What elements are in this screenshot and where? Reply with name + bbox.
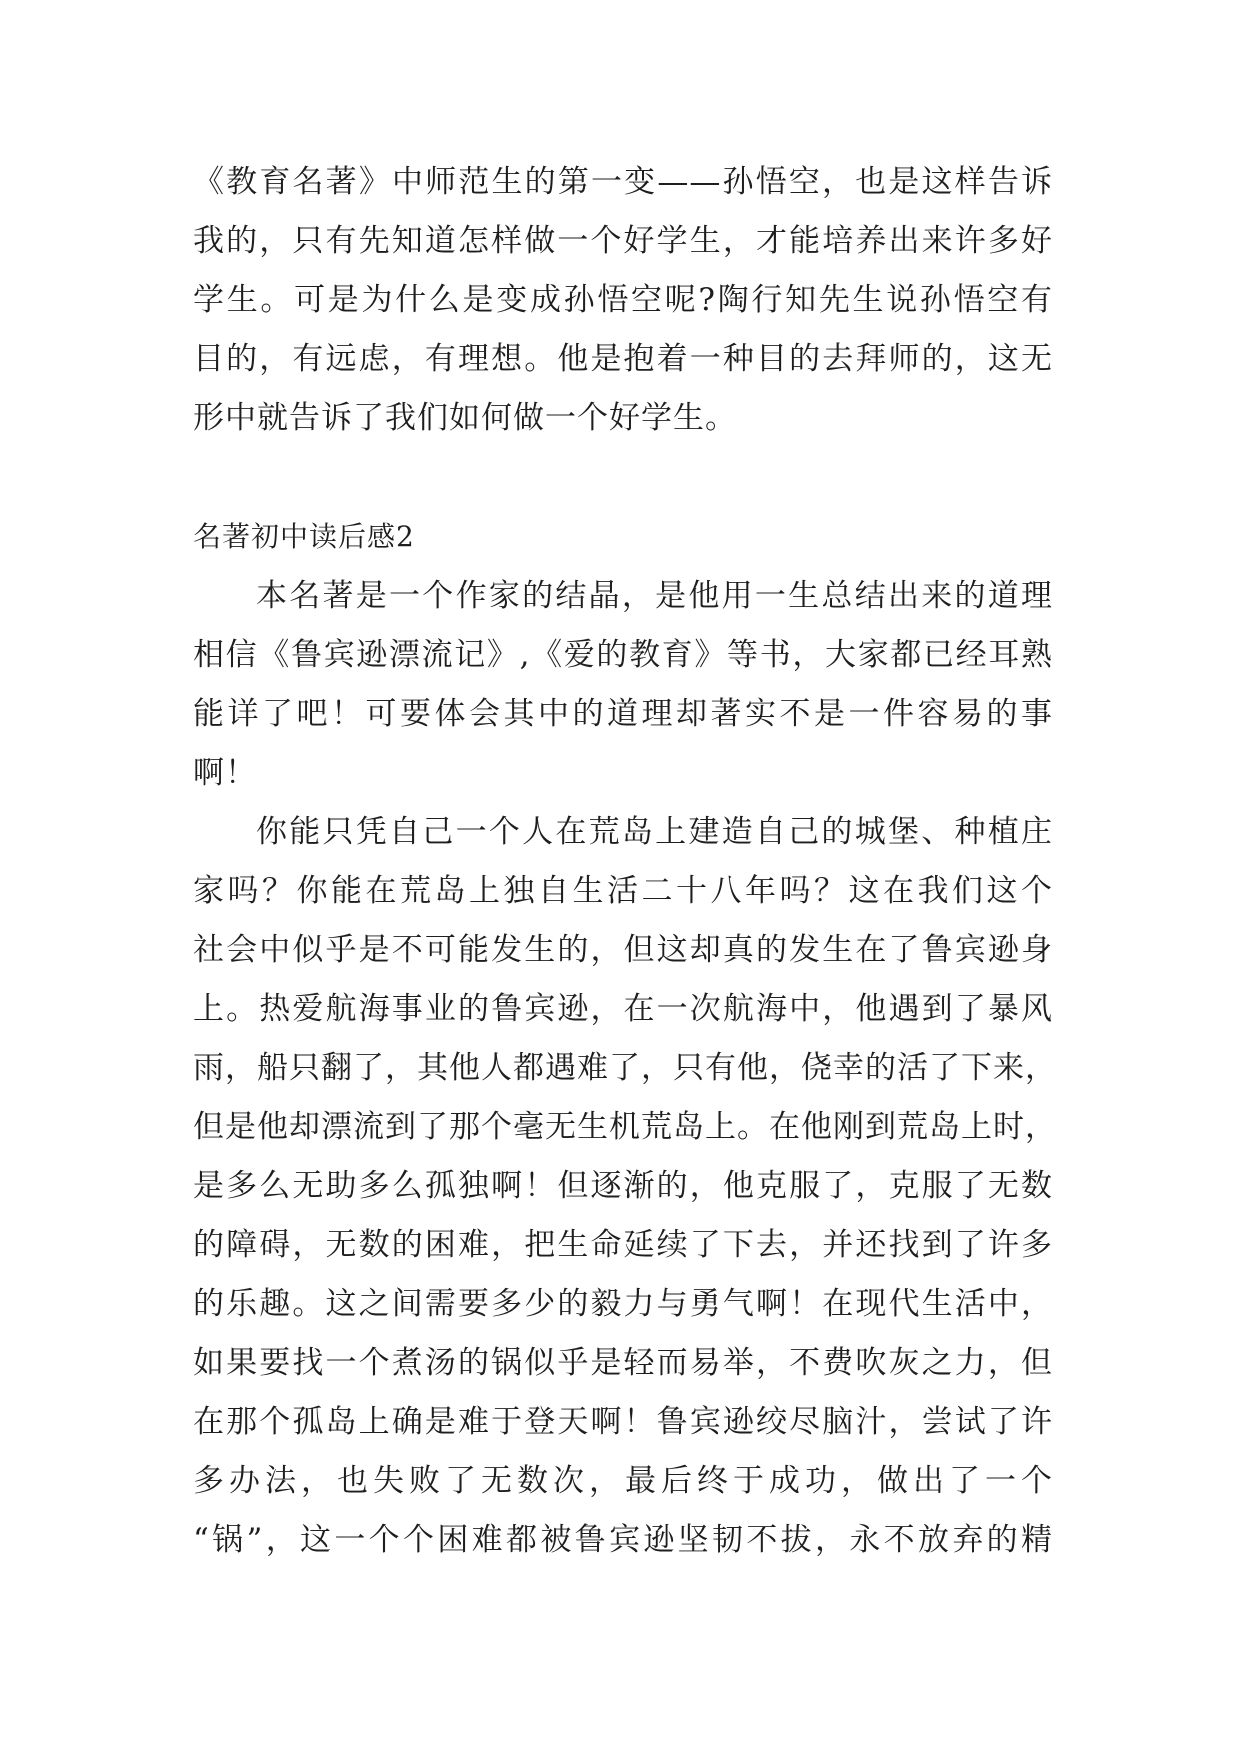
paragraph-3-line-3: 社会中似乎是不可能发生的，但这却真的发生在了鲁宾逊身 bbox=[193, 932, 1053, 968]
paragraph-3-line-10: 如果要找一个煮汤的锅似乎是轻而易举，不费吹灰之力，但 bbox=[193, 1345, 1053, 1381]
paragraph-1-line-4: 目的，有远虑，有理想。他是抱着一种目的去拜师的，这无 bbox=[193, 341, 1053, 377]
paragraph-2-line-3: 能详了吧！可要体会其中的道理却著实不是一件容易的事 bbox=[193, 696, 1053, 732]
paragraph-1-line-1: 《教育名著》中师范生的第一变——孙悟空，也是这样告诉 bbox=[193, 164, 1053, 200]
paragraph-3-line-12: 多办法，也失败了无数次，最后终于成功，做出了一个 bbox=[193, 1463, 1053, 1499]
paragraph-3-line-9: 的乐趣。这之间需要多少的毅力与勇气啊！在现代生活中， bbox=[193, 1286, 1053, 1322]
paragraph-1-line-3: 学生。可是为什么是变成孙悟空呢?陶行知先生说孙悟空有 bbox=[193, 282, 1053, 318]
paragraph-3-line-5: 雨，船只翻了，其他人都遇难了，只有他，侥幸的活了下来， bbox=[193, 1050, 1057, 1086]
section-heading: 名著初中读后感2 bbox=[193, 520, 415, 553]
paragraph-3-line-6: 但是他却漂流到了那个毫无生机荒岛上。在他刚到荒岛上时， bbox=[193, 1109, 1057, 1145]
paragraph-3-line-8: 的障碍，无数的困难，把生命延续了下去，并还找到了许多 bbox=[193, 1227, 1053, 1263]
paragraph-3-line-13: “锅”，这一个个困难都被鲁宾逊坚韧不拔，永不放弃的精 bbox=[193, 1522, 1053, 1558]
paragraph-3-line-7: 是多么无助多么孤独啊！但逐渐的，他克服了，克服了无数 bbox=[193, 1168, 1053, 1204]
paragraph-2-line-2: 相信《鲁宾逊漂流记》,《爱的教育》等书，大家都已经耳熟 bbox=[193, 637, 1053, 673]
paragraph-3-line-1: 你能只凭自己一个人在荒岛上建造自己的城堡、种植庄 bbox=[256, 814, 1053, 850]
paragraph-2-line-4: 啊！ bbox=[193, 755, 257, 791]
paragraph-3-line-2: 家吗？你能在荒岛上独自生活二十八年吗？这在我们这个 bbox=[193, 873, 1053, 909]
paragraph-3-line-11: 在那个孤岛上确是难于登天啊！鲁宾逊绞尽脑汁，尝试了许 bbox=[193, 1404, 1053, 1440]
paragraph-1-line-2: 我的，只有先知道怎样做一个好学生，才能培养出来许多好 bbox=[193, 223, 1053, 259]
paragraph-1-line-5: 形中就告诉了我们如何做一个好学生。 bbox=[193, 400, 737, 436]
paragraph-2-line-1: 本名著是一个作家的结晶，是他用一生总结出来的道理 bbox=[256, 578, 1053, 614]
paragraph-3-line-4: 上。热爱航海事业的鲁宾逊，在一次航海中，他遇到了暴风 bbox=[193, 991, 1053, 1027]
